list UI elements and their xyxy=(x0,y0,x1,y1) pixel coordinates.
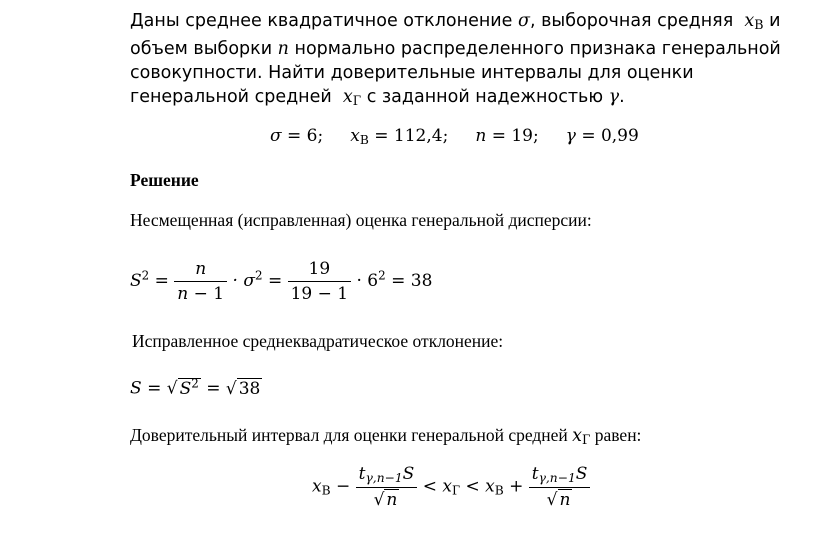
paragraph-interval: Доверительный интервал для оценки генеральной средней $x_Г$ равен: xyxy=(130,425,642,448)
fraction-19-over-18: $\frac{19}{19 - 1}$ xyxy=(288,259,352,304)
fraction-margin-left: $\frac{t_{\gamma,n-1}S}{√ n}$ xyxy=(356,464,418,510)
fraction-n-over-n-minus-1: $\frac{n}{n - 1}$ xyxy=(174,259,227,304)
problem-line-4: генеральной средней $x_Г$ с заданной надежностью γ. xyxy=(130,87,625,109)
given-values: σ = 6; $x_В = 112,4$; n = 19; γ = 0,99 xyxy=(270,126,639,148)
sqrt-38: √ 38 xyxy=(225,378,261,399)
problem-line-3: совокупности. Найти доверительные интервалы для оценки xyxy=(130,63,694,84)
formula-variance: $S^2$ = $\frac{n}{n - 1}$ · $\sigma^2$ = $\frac{19}{19 - 1}$ · $6^2 = 38$ xyxy=(130,259,433,304)
problem-line-2: объем выборки n нормально распределенного признака генеральной xyxy=(130,39,781,60)
fraction-margin-right: $\frac{t_{\gamma,n-1}S}{√ n}$ xyxy=(529,464,591,510)
paragraph-variance: Несмещенная (исправленная) оценка генеральной дисперсии: xyxy=(130,210,592,230)
problem-statement xyxy=(130,9,820,113)
formula-std: S = √ $S^2$ = √ 38 xyxy=(130,376,261,399)
solution-heading: Решение xyxy=(130,170,199,190)
paragraph-std: Исправленное среднеквадратическое отклонение: xyxy=(132,331,504,351)
formula-interval: $x_В$ − $\frac{t_{\gamma,n-1}S}{√ n}$ < $x_Г < x_В$ + $\frac{t_{\gamma,n-1}S}{√ n}$ xyxy=(312,464,590,510)
problem-line-1: Даны среднее квадратичное отклонение σ, выборочная средняя $x_В$ и xyxy=(130,11,781,33)
sqrt-s-squared: √ $S^2$ xyxy=(166,376,199,399)
